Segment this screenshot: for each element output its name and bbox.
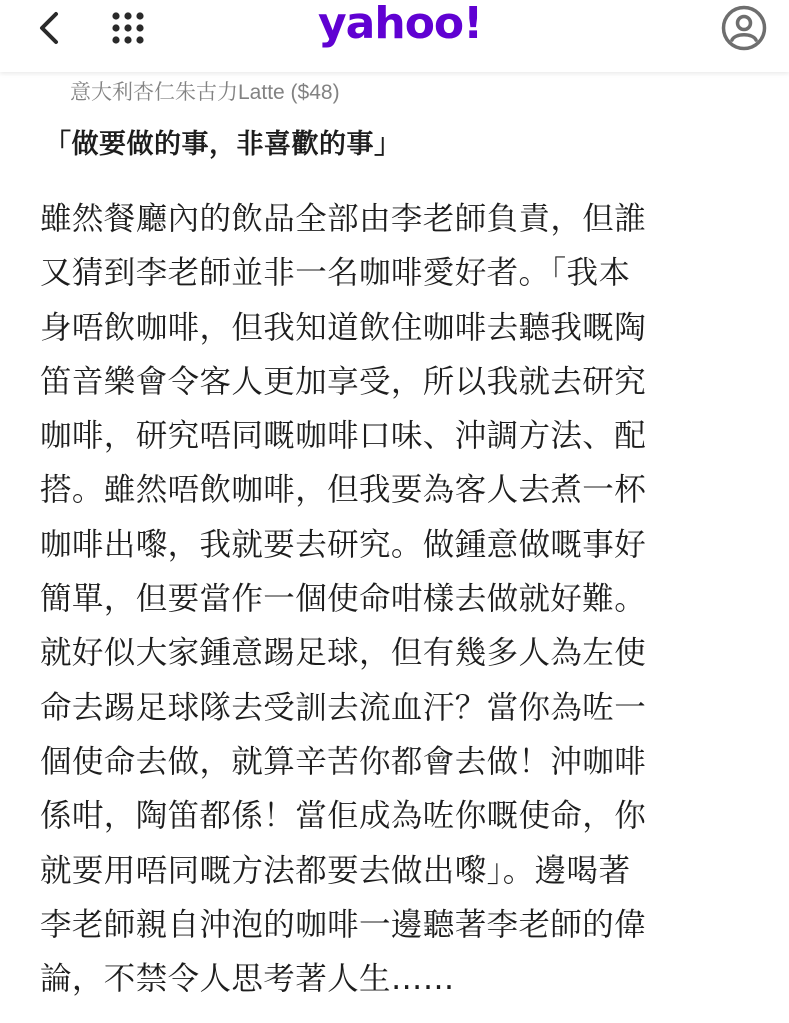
paragraph-line: 雖然餐廳內的飲品全部由李老師負責，但誰 — [40, 201, 647, 237]
paragraph-line: 命去踢足球隊去受訓去流血汗？當你為咗一 — [40, 689, 647, 726]
apps-menu-button[interactable] — [106, 6, 150, 50]
paragraph-line: 簡單，但要當作一個使命咁樣去做就好難。 — [40, 581, 647, 618]
paragraph-line: 就好似大家鍾意踢足球，但有幾多人為左使 — [40, 635, 647, 672]
paragraph-line: 咖啡，研究唔同嘅咖啡口味、沖調方法、配 — [40, 418, 647, 455]
paragraph-line: 個使命去做，就算辛苦你都會去做！沖咖啡 — [40, 743, 647, 780]
back-button[interactable] — [28, 6, 72, 50]
grid-icon — [111, 11, 145, 45]
paragraph-line: 李老師親自沖泡的咖啡一邊聽著李老師的偉 — [40, 906, 647, 943]
account-button[interactable] — [720, 4, 768, 52]
paragraph-line: 咖啡出嚟，我就要去研究。做鍾意做嘅事好 — [40, 526, 647, 563]
paragraph-line: 論，不禁令人思考著人生…… — [40, 961, 455, 998]
paragraph-line: 係咁，陶笛都係！當佢成為咗你嘅使命，你 — [40, 798, 647, 835]
article-paragraph — [40, 192, 746, 1006]
user-circle-icon — [721, 5, 767, 51]
paragraph-line: 笛音樂會令客人更加享受，所以我就去研究 — [40, 363, 647, 400]
yahoo-logo[interactable]: yahoo! — [318, 0, 483, 49]
paragraph-line: 搭。雖然唔飲咖啡，但我要為客人去煮一杯 — [40, 472, 647, 509]
article-subheading: 「做要做的事，非喜歡的事」 — [44, 129, 402, 160]
paragraph-line: 又猜到李老師並非一名咖啡愛好者。「我本 — [40, 255, 631, 292]
paragraph-line: 身唔飲咖啡，但我知道飲住咖啡去聽我嘅陶 — [40, 309, 647, 346]
chevron-left-icon — [36, 10, 64, 46]
top-navigation-bar — [0, 0, 789, 72]
paragraph-line: 就要用唔同嘅方法都要去做出嚟」。邊喝著 — [40, 852, 631, 889]
image-caption: 意大利杏仁朱古力Latte ($48) — [70, 81, 340, 104]
